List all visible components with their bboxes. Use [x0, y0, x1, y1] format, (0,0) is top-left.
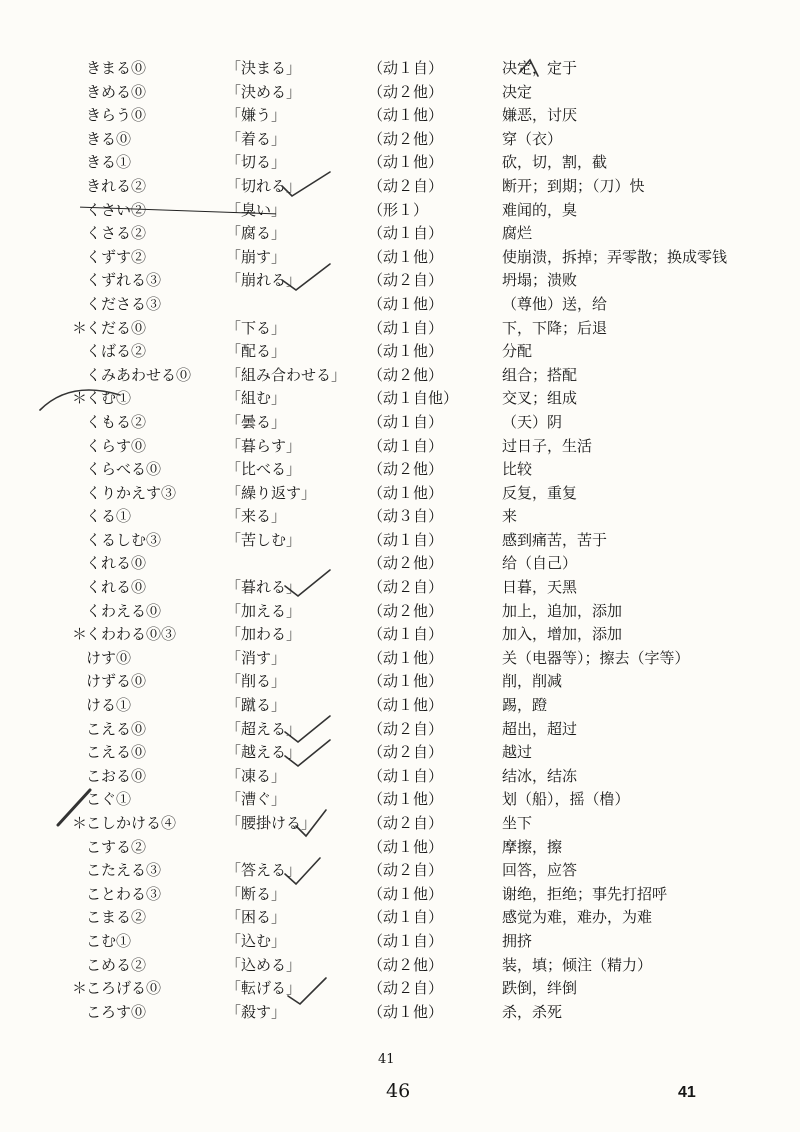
entry-meaning: （尊他）送，给: [502, 294, 608, 313]
entry-meaning: 回答，应答: [502, 861, 578, 880]
entry-meaning: 感觉为难，难办，为难: [502, 908, 653, 927]
entry-kanji: 「曇る」: [226, 412, 287, 431]
entry-reading: くみあわせる⓪: [86, 365, 192, 384]
entry-reading: こむ①: [86, 931, 132, 950]
entry-part-of-speech: （动２他）: [368, 460, 444, 479]
entry-part-of-speech: （动２他）: [368, 955, 444, 974]
entry-kanji: 「下る」: [226, 318, 287, 337]
entry-reading: くわわる⓪③: [86, 625, 177, 644]
entry-part-of-speech: （动２自）: [368, 861, 444, 880]
entry-part-of-speech: （动１自）: [368, 625, 444, 644]
entry-meaning: 断开；到期；（刀）快: [502, 176, 645, 195]
checkmark-icon: [285, 858, 320, 884]
entry-kanji: 「着る」: [226, 129, 287, 148]
entry-reading: ころげる⓪: [86, 979, 162, 998]
entry-meaning: 决定，定于: [502, 59, 578, 77]
entry-meaning: 分配: [502, 342, 533, 361]
entry-reading: くむ①: [86, 389, 132, 408]
entry-kanji: 「決まる」: [226, 59, 302, 77]
entry-meaning: 超出，超过: [502, 719, 578, 738]
entry-reading: けずる⓪: [86, 672, 147, 691]
entry-part-of-speech: （形１）: [368, 200, 429, 219]
entry-meaning: 杀，杀死: [502, 1002, 563, 1021]
entry-meaning: 比较: [502, 460, 533, 479]
entry-meaning: 使崩溃，拆掉；弄零散；换成零钱: [502, 247, 728, 266]
entry-meaning: 交叉；组成: [502, 389, 578, 408]
entry-reading: ける①: [86, 696, 132, 715]
entry-star-mark: ＊: [72, 814, 88, 832]
entry-kanji: 「腐る」: [226, 224, 287, 243]
entry-meaning: 腐烂: [502, 224, 533, 243]
entry-reading: こえる⓪: [86, 719, 147, 738]
entry-part-of-speech: （动１自他）: [368, 389, 459, 408]
entry-star-mark: ＊: [72, 389, 88, 408]
entry-part-of-speech: （动１他）: [368, 106, 444, 125]
entry-part-of-speech: （动１自）: [368, 318, 444, 337]
entry-part-of-speech: （动１他）: [368, 696, 444, 715]
entry-part-of-speech: （动２自）: [368, 814, 444, 832]
entry-kanji: 「蹴る」: [226, 696, 287, 715]
entry-kanji: 「凍る」: [226, 766, 287, 785]
entry-meaning: 日暮，天黑: [502, 578, 578, 597]
entry-star-mark: ＊: [72, 979, 88, 998]
entry-meaning: 踢，蹬: [502, 696, 548, 715]
entry-reading: きまる⓪: [86, 59, 147, 77]
handwritten-page-number: 46: [386, 1080, 411, 1102]
entry-kanji: 「暮らす」: [226, 436, 302, 455]
entry-part-of-speech: （动１他）: [368, 1002, 444, 1021]
entry-reading: くばる②: [86, 342, 147, 361]
entry-part-of-speech: （动２自）: [368, 719, 444, 738]
entry-reading: くらべる⓪: [86, 460, 162, 479]
entry-part-of-speech: （动１他）: [368, 153, 444, 172]
entry-kanji: 「崩れる」: [226, 271, 302, 290]
entry-meaning: 决定: [502, 82, 533, 101]
checkmark-icon: [285, 716, 330, 742]
checkmark-icon: [296, 810, 326, 836]
entry-meaning: 摩擦，擦: [502, 837, 563, 856]
entry-part-of-speech: （动１自）: [368, 224, 444, 243]
entry-kanji: 「加える」: [226, 601, 302, 620]
entry-reading: くもる②: [86, 412, 147, 431]
entry-meaning: 来: [502, 507, 518, 526]
checkmark-icon: [285, 570, 330, 596]
entry-reading: くらす⓪: [86, 436, 147, 455]
entry-star-mark: ＊: [72, 318, 88, 337]
entry-reading: くずれる③: [86, 271, 162, 290]
pen-stroke-icon: [58, 790, 90, 825]
entry-part-of-speech: （动１他）: [368, 672, 444, 691]
entry-meaning: 感到痛苦，苦于: [502, 530, 608, 549]
entry-reading: けす⓪: [86, 648, 132, 667]
entry-reading: くわえる⓪: [86, 601, 162, 620]
entry-meaning: 穿（衣）: [502, 129, 563, 148]
printed-page-number: 41: [378, 1052, 395, 1067]
entry-kanji: 「暮れる」: [226, 578, 302, 597]
entry-kanji: 「加わる」: [226, 625, 302, 644]
entry-part-of-speech: （动１自）: [368, 436, 444, 455]
entry-kanji: 「腰掛ける」: [226, 814, 317, 832]
entry-reading: くれる⓪: [86, 554, 147, 573]
entry-reading: こする②: [86, 837, 147, 856]
entry-reading: ころす⓪: [86, 1002, 147, 1021]
entry-part-of-speech: （动１他）: [368, 648, 444, 667]
checkmark-icon: [282, 172, 330, 196]
corner-page-number: 41: [678, 1084, 696, 1101]
checkmark-icon: [282, 264, 330, 290]
entry-meaning: （天）阴: [502, 412, 563, 431]
entry-part-of-speech: （动１自）: [368, 59, 444, 77]
entry-reading: こめる②: [86, 955, 147, 974]
entry-part-of-speech: （动２自）: [368, 271, 444, 290]
entry-part-of-speech: （动２他）: [368, 365, 444, 384]
entry-kanji: 「転げる」: [226, 979, 302, 998]
entry-reading: きらう⓪: [86, 106, 147, 125]
entry-reading: こえる⓪: [86, 743, 147, 762]
entry-reading: こしかける④: [86, 814, 177, 832]
entry-meaning: 加入，增加，添加: [502, 625, 623, 644]
entry-reading: くれる⓪: [86, 578, 147, 597]
entry-reading: くさい②: [86, 199, 146, 223]
entry-part-of-speech: （动１他）: [368, 247, 444, 266]
entry-kanji: 「殺す」: [226, 1002, 287, 1021]
entry-meaning: 加上，追加，添加: [502, 601, 623, 620]
entry-kanji: 「答える」: [226, 861, 302, 880]
entry-meaning: 坍塌；溃败: [502, 271, 578, 290]
entry-part-of-speech: （动１自）: [368, 530, 444, 549]
entry-reading: こおる⓪: [86, 766, 147, 785]
entry-reading: くさる②: [86, 224, 147, 243]
entry-kanji: 「越える」: [226, 743, 302, 762]
entry-kanji: 「組み合わせる」: [226, 365, 347, 384]
entry-kanji: 「組む」: [226, 389, 287, 408]
entry-reading: くるしむ③: [86, 530, 162, 549]
entry-meaning: 谢绝，拒绝；事先打招呼: [502, 884, 668, 903]
entry-meaning: 结冰，结冻: [502, 766, 578, 785]
entry-part-of-speech: （动２自）: [368, 979, 444, 998]
entry-kanji: 「苦しむ」: [226, 530, 302, 549]
entry-meaning: 组合；搭配: [502, 365, 578, 384]
entry-meaning: 越过: [502, 743, 533, 762]
entry-part-of-speech: （动１他）: [368, 790, 444, 809]
entry-part-of-speech: （动１他）: [368, 342, 444, 361]
entry-star-mark: ＊: [72, 625, 88, 644]
entry-part-of-speech: （动２自）: [368, 743, 444, 762]
entry-kanji: 「込む」: [226, 931, 287, 950]
entry-part-of-speech: （动２他）: [368, 82, 444, 101]
entry-part-of-speech: （动１他）: [368, 884, 444, 903]
entry-reading: きれる②: [86, 176, 147, 195]
entry-reading: くりかえす③: [86, 483, 177, 502]
entry-reading: きめる⓪: [86, 82, 147, 101]
entry-meaning: 下，下降；后退: [502, 318, 608, 337]
entry-meaning: 给（自己）: [502, 554, 578, 573]
entry-reading: ことわる③: [86, 884, 162, 903]
entry-reading: くる①: [86, 507, 132, 526]
entry-reading: こまる②: [86, 908, 147, 927]
entry-kanji: 「断る」: [226, 884, 287, 903]
entry-kanji: 「嫌う」: [226, 106, 287, 125]
entry-reading: きる①: [86, 153, 132, 172]
entry-part-of-speech: （动２自）: [368, 578, 444, 597]
entry-kanji: 「切る」: [226, 153, 287, 172]
entry-meaning: 装，填；倾注（精力）: [502, 955, 653, 974]
entry-reading: きる⓪: [86, 129, 132, 148]
entry-part-of-speech: （动２他）: [368, 554, 444, 573]
entry-kanji: 「困る」: [226, 908, 287, 927]
entry-part-of-speech: （动２他）: [368, 601, 444, 620]
entry-kanji: 「超える」: [226, 719, 302, 738]
entry-kanji: 「消す」: [226, 648, 287, 667]
entry-meaning: 拥挤: [502, 931, 533, 950]
checkmark-icon: [288, 978, 326, 1004]
entry-meaning: 难闻的，臭: [502, 200, 578, 219]
entry-part-of-speech: （动２他）: [368, 129, 444, 148]
entry-kanji: 「来る」: [226, 507, 287, 526]
entry-meaning: 跌倒，绊倒: [502, 979, 578, 998]
entry-part-of-speech: （动１他）: [368, 294, 444, 313]
entry-part-of-speech: （动１自）: [368, 908, 444, 927]
entry-part-of-speech: （动１自）: [368, 412, 444, 431]
entry-meaning: 嫌恶，讨厌: [502, 106, 578, 125]
entry-meaning: 砍，切，割，截: [502, 153, 608, 172]
entry-kanji: 「削る」: [226, 672, 287, 691]
entry-kanji: 「決める」: [226, 82, 302, 101]
entry-part-of-speech: （动１自）: [368, 931, 444, 950]
checkmark-icon: [520, 60, 538, 76]
entry-part-of-speech: （动１自）: [368, 766, 444, 785]
entry-kanji: 「切れる」: [226, 176, 302, 195]
pen-stroke-icon: [40, 390, 120, 410]
entry-kanji: 「崩す」: [226, 247, 287, 266]
entry-kanji: 「臭い」: [226, 200, 287, 219]
entry-meaning: 关（电器等）；擦去（字等）: [502, 648, 690, 667]
checkmark-icon: [285, 740, 330, 766]
entry-part-of-speech: （动２自）: [368, 176, 444, 195]
entry-part-of-speech: （动１他）: [368, 483, 444, 502]
entry-kanji: 「漕ぐ」: [226, 790, 287, 809]
entry-kanji: 「配る」: [226, 342, 287, 361]
entry-kanji: 「比べる」: [226, 460, 302, 479]
entry-reading: こぐ①: [86, 790, 132, 809]
entry-part-of-speech: （动３自）: [368, 507, 444, 526]
entry-reading: くだる⓪: [86, 318, 147, 337]
entry-kanji: 「込める」: [226, 955, 302, 974]
entry-kanji: 「繰り返す」: [226, 483, 317, 502]
entry-meaning: 坐下: [502, 814, 533, 832]
entry-reading: くださる③: [86, 294, 162, 313]
entry-part-of-speech: （动１他）: [368, 837, 444, 856]
entry-meaning: 划（船），摇（橹）: [502, 790, 630, 809]
entry-meaning: 过日子，生活: [502, 436, 593, 455]
entry-reading: こたえる③: [86, 861, 162, 880]
entry-meaning: 反复，重复: [502, 483, 578, 502]
entry-meaning: 削，削减: [502, 672, 563, 691]
entry-reading: くずす②: [86, 247, 147, 266]
